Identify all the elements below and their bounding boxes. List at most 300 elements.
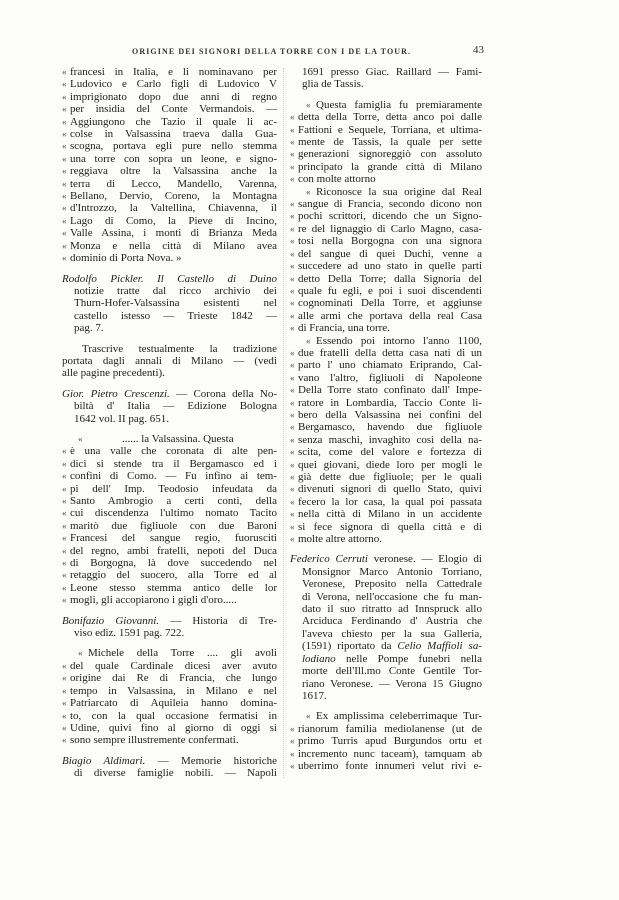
quote-mark: « (62, 458, 67, 469)
line-text: pochi scrittori, dicendo che un Signo- (298, 210, 482, 223)
text-line (62, 190, 277, 202)
line-text: con molte attorno (298, 173, 376, 186)
quote-mark: « (290, 748, 295, 759)
text-line (290, 723, 482, 735)
line-text: incremento nunc taceam), tamquam ab (298, 747, 482, 760)
bibliography-entry (62, 615, 277, 640)
line-text: morte dell'Ill.mo Conte Gentile Tor- (302, 665, 482, 678)
line-text: Essendo poi intorno l'anno 1100, (316, 334, 482, 347)
italic-text: Federico Cerruti (290, 553, 368, 566)
quote-mark: « (290, 521, 295, 532)
line-text: Ex amplissima celeberrimaque Tur- (316, 710, 482, 723)
line-text: di Francia, una torre. (298, 322, 390, 335)
line-text: Santo Ambrogio a certi conti, della (70, 495, 277, 507)
text-line (62, 343, 277, 355)
bibliography-entry (62, 273, 277, 335)
line-text: di Verona, nell'occasione che fu man- (302, 590, 482, 603)
text-line (62, 672, 277, 684)
quote-mark: « (62, 129, 67, 140)
quote-mark: « (290, 273, 295, 284)
quote-mark: « (290, 347, 295, 358)
line-text: si fece signora di quella città e di (298, 520, 482, 533)
text-line (62, 297, 277, 309)
line-text: Ludovico e Carlo figli di Ludovico V (70, 78, 277, 91)
text-line (62, 165, 277, 177)
text-line (62, 413, 277, 425)
text-line (62, 128, 277, 140)
quote-mark: « (62, 178, 67, 189)
line-text: maritò due figliuole con due Baroni (70, 519, 277, 532)
line-text: l'aveva chiesto per la sua Galleria, (302, 627, 482, 640)
text-line (62, 483, 277, 495)
quote-mark: « (62, 446, 67, 457)
text-line (62, 66, 277, 78)
quote-mark: « (62, 496, 67, 506)
text-line (62, 252, 277, 264)
text-line (290, 533, 482, 545)
line-text: sangue di Francia, secondo dicono non (298, 198, 482, 211)
line-text: — Memorie historiche (145, 754, 277, 767)
quote-mark: « (290, 484, 295, 495)
line-text: nelle Pompe funebri nella (335, 652, 482, 665)
line-text: Lago di Como, la Pieve di Incino, (70, 214, 277, 227)
text-line (62, 367, 277, 379)
quote-mark: « (62, 710, 67, 721)
text-line (62, 507, 277, 519)
line-text: già dette due figliuole; per le quali (298, 471, 482, 483)
text-line (62, 400, 277, 412)
quote-mark: « (290, 261, 295, 272)
text-line (290, 409, 482, 421)
line-text: dato il suo ritratto ad Innspruck allo (302, 603, 482, 616)
text-line (62, 582, 277, 594)
text-line (62, 594, 277, 606)
text-line (290, 285, 482, 297)
text-line (290, 553, 482, 565)
line-text: 1642 vol. II pag. 651. (74, 412, 170, 425)
line-text: francesi in Italia, e li nominavano per (70, 66, 277, 78)
quote-mark: « (62, 228, 67, 239)
quote-mark: « (290, 447, 295, 458)
line-text: pi dell' Imp. Teodosio infeudata da (70, 482, 277, 495)
line-text: mente de Tassis, la quale per sette (298, 136, 482, 149)
bibliography-entry (290, 553, 482, 702)
text-line (290, 124, 482, 136)
text-line (290, 566, 482, 578)
italic-text: Gior. Pietro Crescenzi. (62, 387, 170, 400)
italic-text: Biagio Aldimari. (62, 754, 146, 767)
quote-mark: « (78, 648, 83, 659)
line-text: scita, come del valore e fortezza di (298, 446, 482, 459)
text-line (62, 116, 277, 128)
quotation (290, 710, 482, 772)
line-text: del regno, ambi fratelli, nepoti del Duca (70, 544, 277, 557)
text-line (62, 722, 277, 734)
quote-mark: « (78, 433, 83, 444)
quote-mark: « (290, 161, 295, 172)
quote-mark: « (290, 434, 295, 445)
text-line (290, 483, 482, 495)
quote-mark: « (290, 385, 295, 396)
line-text: veronese. — Elogio di (367, 553, 482, 566)
line-text: parto l' uno chiamato Eriprando, Cal- (298, 359, 482, 372)
quote-mark: « (62, 79, 67, 90)
quote-mark: « (290, 360, 295, 371)
left-column (62, 66, 277, 788)
line-text: castello istesso — Trieste 1842 — (74, 309, 277, 322)
line-text: una torre con sopra un leone, e signo- (70, 152, 277, 165)
line-text: per insidia del Conte Vermandois. — (70, 103, 277, 116)
line-text: colse in Valsassina traeva dalla Gua- (70, 128, 277, 141)
text-line (62, 557, 277, 569)
line-text: Veronese, Preposito nella Cattedrale (302, 578, 482, 591)
text-line (62, 285, 277, 297)
quote-mark: « (290, 174, 295, 185)
text-line (62, 532, 277, 544)
line-text: succedere ad uno stato in quelle parti (298, 260, 482, 273)
quote-mark: « (62, 166, 67, 177)
text-line (290, 665, 482, 677)
quote-mark: « (62, 698, 67, 709)
text-line (62, 240, 277, 252)
quote-mark: « (290, 534, 295, 545)
text-line (62, 445, 277, 457)
line-text: Questa famiglia fu premiaramente (316, 98, 482, 111)
text-line (290, 748, 482, 760)
text-line (62, 433, 277, 445)
text-line (62, 520, 277, 532)
quote-mark: « (62, 191, 67, 202)
quote-mark: « (290, 459, 295, 470)
quote-mark: « (306, 335, 311, 346)
text-line (290, 297, 482, 309)
line-text: Riconosce la sua origine dal Real (316, 185, 482, 198)
text-line (290, 384, 482, 396)
text-line (290, 521, 482, 533)
text-line (62, 569, 277, 581)
line-text: uberrimo fonte innumeri velut rivi e- (298, 759, 482, 772)
text-line (290, 78, 482, 90)
line-text: molte altre attorno. (298, 533, 382, 546)
text-line (62, 273, 277, 285)
text-line (290, 347, 482, 359)
line-text: del quale Cardinale dicesi aver avuto (70, 659, 277, 672)
quote-mark: « (62, 104, 67, 115)
text-line (290, 260, 482, 272)
line-text: pag. 7. (74, 322, 104, 335)
line-text: divenuti signori di quello Stato, quivi (298, 483, 482, 496)
text-line (62, 322, 277, 334)
text-line (62, 470, 277, 482)
text-line (62, 140, 277, 152)
text-line (290, 735, 482, 747)
right-column (290, 66, 482, 780)
line-text: reggiava oltre la Valsassina anche la (70, 165, 277, 178)
text-line (290, 640, 482, 652)
line-text: principato la grande città di Milano (298, 160, 482, 173)
quote-mark: « (62, 471, 67, 482)
quote-mark: « (290, 409, 295, 420)
line-text: alle pagine precedenti). (62, 367, 165, 380)
quote-mark: « (62, 91, 67, 102)
line-text: (1591) riportato da (302, 640, 398, 653)
quote-mark: « (290, 124, 295, 135)
line-text: Monza e nella città di Milano avea (70, 239, 277, 252)
quote-mark: « (62, 153, 67, 164)
line-text: primo Turris apud Burgundos ortu et (298, 735, 482, 748)
quote-mark: « (62, 215, 67, 226)
text-line (62, 545, 277, 557)
bibliography-entry (62, 755, 277, 780)
text-line (290, 603, 482, 615)
text-line (290, 760, 482, 772)
quote-mark: « (290, 310, 295, 321)
text-line (62, 615, 277, 627)
text-line (62, 227, 277, 239)
line-text: alle armi che portava della real Casa (298, 309, 482, 322)
text-line (62, 697, 277, 709)
quote-mark: « (290, 372, 295, 383)
line-text: di Borgogna, là dove succedendo nel (70, 557, 277, 570)
quote-mark: « (290, 496, 295, 507)
line-text: cui discendenza l'ultimo nomato Tacito (70, 507, 277, 520)
text-line (290, 210, 482, 222)
italic-text: lodiano (302, 652, 336, 665)
running-header: ORIGINE DEI SIGNORI DELLA TORRE CON I DE LA TOUR. (132, 47, 412, 56)
text-line (290, 471, 482, 483)
line-text: fecero la lor casa, la qual poi passata (298, 495, 482, 508)
quotation (62, 433, 277, 607)
quote-mark: « (306, 99, 311, 110)
quote-mark: « (290, 323, 295, 334)
quote-mark: « (62, 545, 67, 556)
quote-mark: « (290, 397, 295, 408)
quote-mark: « (62, 240, 67, 251)
line-text: biltà d' Italia — Edizione Bologna (74, 400, 277, 413)
line-text: — Corona della No- (169, 387, 277, 400)
quote-mark: « (62, 520, 67, 531)
text-line (290, 615, 482, 627)
line-text: Francesi del sangue regio, fuorusciti (70, 532, 277, 545)
text-line (290, 397, 482, 409)
text-line (62, 202, 277, 214)
line-text: mogli, gli accopiarono i gigli d'oro..... (70, 594, 237, 607)
text-line (290, 148, 482, 160)
line-text: Valle Assina, i monti di Brianza Meda (70, 227, 277, 240)
text-line (290, 66, 482, 78)
line-text: Leone stesso stemma antico delle lor (70, 581, 277, 594)
text-line (62, 647, 277, 659)
text-line (290, 173, 482, 185)
quote-mark: « (306, 186, 311, 197)
text-line (290, 372, 482, 384)
text-line (290, 690, 482, 702)
quote-mark: « (62, 483, 67, 494)
line-text: d'Introzzo, la Valtellina, Chiavenna, il (70, 202, 277, 215)
text-line (290, 235, 482, 247)
quote-mark: « (290, 298, 295, 309)
text-line (62, 710, 277, 722)
line-text: bero della Valsassina nei confini del (298, 408, 482, 421)
column-divider (283, 68, 284, 778)
quote-mark: « (62, 116, 67, 127)
text-line (290, 496, 482, 508)
italic-text: Celio Maffioli sa- (397, 640, 482, 653)
quote-mark: « (290, 760, 295, 771)
line-text: Bellano, Dervio, Coreno, la Montagna (70, 190, 277, 203)
text-line (62, 458, 277, 470)
quote-mark: « (62, 253, 67, 264)
text-line (290, 198, 482, 210)
bibliography-entry (290, 66, 482, 91)
quote-mark: « (290, 285, 295, 296)
quote-mark: « (62, 673, 67, 684)
text-line (290, 99, 482, 111)
text-line (290, 273, 482, 285)
quote-mark: « (62, 203, 67, 214)
line-text: riano Veronese. — Verona 15 Giugno (302, 677, 482, 690)
line-text: è una valle che coronata di alte pen- (70, 445, 277, 458)
paragraph (62, 343, 277, 380)
line-text: Udine, quivi fino al giorno di oggi si (70, 721, 277, 734)
quotation (62, 647, 277, 746)
line-text: terra di Lecco, Mandello, Varenna, (70, 177, 277, 190)
text-line (290, 591, 482, 603)
text-line (290, 446, 482, 458)
text-line (290, 335, 482, 347)
text-line (290, 322, 482, 334)
line-text: glia de Tassis. (302, 78, 364, 91)
line-text: dominio di Porta Nova. » (70, 252, 182, 265)
quotation (62, 66, 277, 265)
line-text: quale fu egli, e poi i suoi discendenti (298, 284, 482, 297)
line-text: quei giovani, diede loro per mogli le (298, 458, 482, 471)
line-text: ratore in Lombardia, Taccio Conte li- (298, 396, 482, 409)
line-text: viso ediz. 1591 pag. 722. (74, 627, 185, 640)
line-text: due fratelli della detta casa nati di un (298, 346, 482, 359)
text-line (290, 578, 482, 590)
text-line (290, 111, 482, 123)
quote-mark: « (290, 422, 295, 433)
quotation (290, 99, 482, 546)
quote-mark: « (290, 236, 295, 247)
text-line (290, 628, 482, 640)
line-text: Patriarcato di Aquileia hanno domina- (70, 697, 277, 710)
text-line (290, 421, 482, 433)
text-line (290, 459, 482, 471)
quote-mark: « (290, 137, 295, 148)
text-line (62, 755, 277, 767)
text-line (290, 359, 482, 371)
text-line (290, 653, 482, 665)
line-text: to, con la qual occasione fermatisi in (70, 709, 277, 722)
line-text: ...... la Valsassina. Questa (122, 432, 234, 445)
line-text: Aggiungono che Tazio il quale li ac- (70, 115, 277, 128)
line-text: Monsignor Marco Antonio Torriano, (302, 565, 482, 578)
line-text: Fattioni e Sequele, Torriana, et ultima- (298, 123, 482, 136)
text-line (62, 495, 277, 507)
line-text: Arciduca Ferdinando d' Austria che (302, 615, 482, 628)
text-line (62, 153, 277, 165)
line-text: generazioni signoreggiò con assoluto (298, 148, 482, 161)
text-line (290, 223, 482, 235)
text-line (62, 310, 277, 322)
line-text: scogna, portava egli pure nello stemma (70, 140, 277, 153)
text-line (290, 710, 482, 722)
line-text: cognominati Della Torre, et aggiunse (298, 297, 482, 310)
quote-mark: « (62, 508, 67, 519)
line-text: — Historia di Tre- (159, 614, 278, 627)
line-text: Thurn-Hofer-Valsassina esistenti nel (74, 297, 277, 310)
line-text: Michele della Torre .... gli avoli (88, 647, 277, 660)
text-line (62, 78, 277, 90)
quote-mark: « (62, 558, 67, 569)
line-text: nella città di Milano in un accidente (298, 508, 482, 521)
quote-mark: « (290, 149, 295, 160)
line-text: notizie tratte dal ricco archivio dei (74, 284, 277, 297)
quote-mark: « (62, 582, 67, 593)
text-line (62, 388, 277, 400)
quote-mark: « (290, 211, 295, 222)
text-line (62, 103, 277, 115)
line-text: detto Della Torre; dalla Signoria del (298, 272, 482, 285)
quote-mark: « (290, 509, 295, 520)
quote-mark: « (62, 141, 67, 152)
line-text: senza maschi, invaghito così della na- (298, 433, 482, 446)
text-line (290, 136, 482, 148)
text-line (62, 215, 277, 227)
quote-mark: « (62, 595, 67, 606)
text-line (290, 161, 482, 173)
line-text: 1617. (302, 689, 327, 702)
quote-mark: « (62, 735, 67, 746)
line-text: di diverse famiglie nobili. — Napoli (74, 767, 277, 780)
italic-text: Rodolfo Pickler. Il Castello di Duino (62, 272, 277, 285)
text-line (290, 248, 482, 260)
text-line (62, 660, 277, 672)
italic-text: Bonifazio Giovanni. (62, 614, 160, 627)
text-line (290, 434, 482, 446)
text-line (290, 508, 482, 520)
quote-mark: « (62, 660, 67, 671)
page-number: 43 (473, 44, 484, 56)
quote-mark: « (306, 711, 311, 722)
line-text: tosi nella Borgogna con una signora (298, 235, 482, 248)
quote-mark: « (290, 223, 295, 234)
text-line (62, 91, 277, 103)
quote-mark: « (62, 67, 67, 77)
text-line (290, 186, 482, 198)
line-text: imprigionato dopo due anni di regno (70, 90, 277, 103)
text-line (290, 678, 482, 690)
quote-mark: « (290, 248, 295, 259)
quote-mark: « (290, 112, 295, 123)
line-text: Della Torre stato confinato dall' Impe- (298, 384, 482, 397)
line-text: confini di Como. — Fu infino ai tem- (70, 470, 277, 483)
bibliography-entry (62, 388, 277, 425)
line-text: Trascrive testualmente la tradizione (82, 342, 277, 355)
line-text: Bergamasco, havendo due figliuole (298, 421, 482, 434)
line-text: vano l'altro, figliuoli di Napoleone (298, 371, 482, 384)
line-text: re del lignaggio di Carlo Magno, casa- (298, 222, 482, 235)
line-text: sono sempre illustremente confermati. (70, 734, 239, 747)
line-text: portata dagli annali di Milano — (vedi (62, 354, 277, 367)
quote-mark: « (290, 199, 295, 210)
line-text: dici si stende tra il Bergamasco ed i (70, 457, 277, 470)
text-line (62, 178, 277, 190)
quote-mark: « (62, 533, 67, 544)
quote-mark: « (290, 736, 295, 747)
